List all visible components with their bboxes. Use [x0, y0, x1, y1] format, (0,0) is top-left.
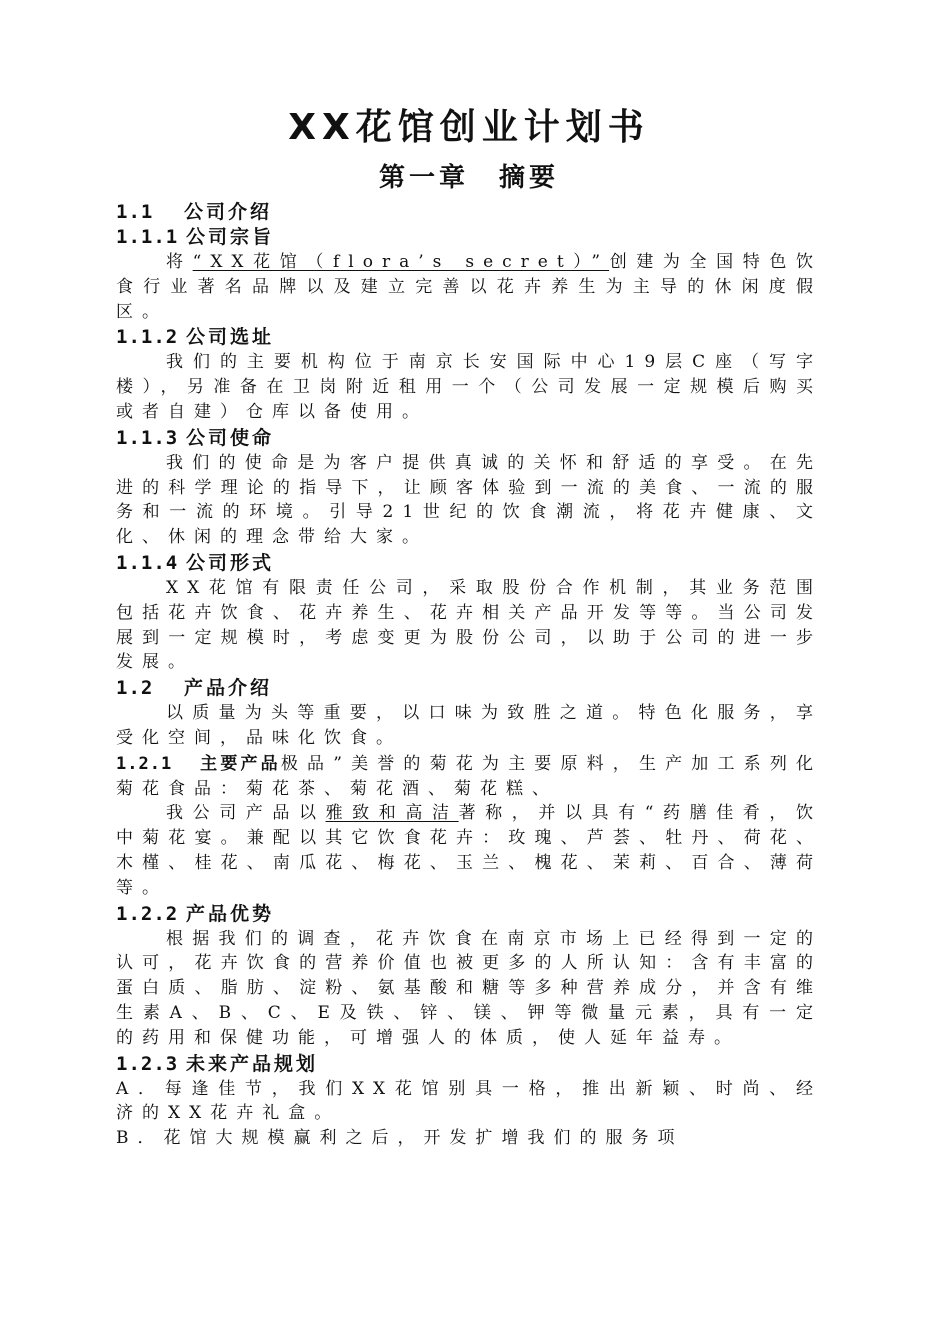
section-number: 1.1.3: [116, 426, 179, 449]
list-item-a: A．每逢佳节，我们XX花馆别具一格，推出新颖、时尚、经济的XX花卉礼盒。: [116, 1078, 822, 1124]
section-heading-1-1-3: [116, 426, 822, 451]
underlined-phrase: 雅致和高洁: [325, 803, 459, 824]
section-title: 公司使命: [186, 426, 275, 449]
paragraph-company-purpose: 将“XX花馆（flora’s secret）”创建为全国特色饮食行业著名品牌以及建立完善以花卉养生为主导的休闲度假区。: [116, 252, 823, 322]
section-heading-1-1-2: [116, 325, 822, 350]
section-number: 1.1.1: [116, 226, 179, 248]
section-heading-1-2-3: [116, 1052, 822, 1077]
section-title: 公司选址: [186, 326, 275, 349]
underlined-brand-name: “XX花馆（flora’s secret）”: [192, 252, 610, 272]
list-item-b: B．花馆大规模赢利之后，开发扩增我们的服务项: [116, 1128, 684, 1149]
section-heading-1-1-1: [116, 225, 822, 250]
section-number: 1.2: [116, 677, 154, 700]
section-title: 公司宗旨: [186, 226, 275, 248]
paragraph-main-products: 1.2.1 主要产品极品”美誉的菊花为主要原料，生产加工系列化菊花食品：菊花茶、菊花酒、菊花糕、: [116, 753, 822, 799]
paragraph-product-intro: 以质量为头等重要，以口味为致胜之道。特色化服务，享受化空间，品味化饮食。: [116, 703, 822, 748]
section-number: 1.2.3: [116, 1052, 179, 1075]
paragraph-product-advantages: 根据我们的调查，花卉饮食在南京市场上已经得到一定的认可，花卉饮食的营养价值也被更多的人所认知：含有丰富的蛋白质、脂肪、淀粉、氨基酸和糖等多种营养成分，并含有维生素A、B、C、E及铁、锌、镁、钾等微量元素，具有一定的药用和保健功能，可增强人的体质，使人延年益寿。: [116, 928, 822, 1048]
section-number: 1.2.1: [116, 753, 173, 774]
section-title: 未来产品规划: [186, 1052, 319, 1075]
section-number: 1.1.2: [116, 326, 179, 349]
document-page: [116, 100, 822, 1151]
section-heading-1-1-4: [116, 551, 822, 576]
section-number: 1.1: [116, 201, 154, 223]
section-title: 产品优势: [186, 902, 275, 925]
section-title: 公司形式: [186, 551, 275, 574]
section-heading-1-2-1: [116, 754, 281, 774]
section-number: 1.1.4: [116, 551, 179, 574]
section-title: 产品介绍: [184, 677, 273, 700]
section-heading-1-1: [116, 200, 822, 225]
chapter-title: 第一章 摘要: [378, 163, 559, 193]
section-heading-1-2: [116, 676, 822, 701]
paragraph-company-form: XX花馆有限责任公司，采取股份合作机制，其业务范围包括花卉饮食、花卉养生、花卉相关产品开发等等。当公司发展到一定规模时，考虑变更为股份公司，以助于公司的进一步发展。: [116, 577, 822, 673]
paragraph-company-mission: 我们的使命是为客户提供真诚的关怀和舒适的享受。在先进的科学理论的指导下，让顾客体验到一流的美食、一流的服务和一流的环境。引导21世纪的饮食潮流，将花卉健康、文化、休闲的理念带给大家。: [116, 452, 822, 548]
paragraph-product-features: 我公司产品以雅致和高洁著称，并以具有“药膳佳肴，饮中菊花宴。兼配以其它饮食花卉：玫瑰、芦荟、牡丹、荷花、木槿、桂花、南瓜花、梅花、玉兰、槐花、茉莉、百合、薄荷等。: [116, 803, 822, 898]
section-title: 主要产品: [200, 753, 281, 774]
paragraph-company-location: 我们的主要机构位于南京长安国际中心19层C座（写字楼），另准备在卫岗附近租用一个（公司发展一定规模后购买或者自建）仓库以备使用。: [116, 352, 822, 422]
section-title: 公司介绍: [184, 201, 273, 223]
section-heading-1-2-2: [116, 902, 822, 927]
document-title: XX花馆创业计划书: [288, 107, 650, 148]
section-number: 1.2.2: [116, 902, 179, 925]
